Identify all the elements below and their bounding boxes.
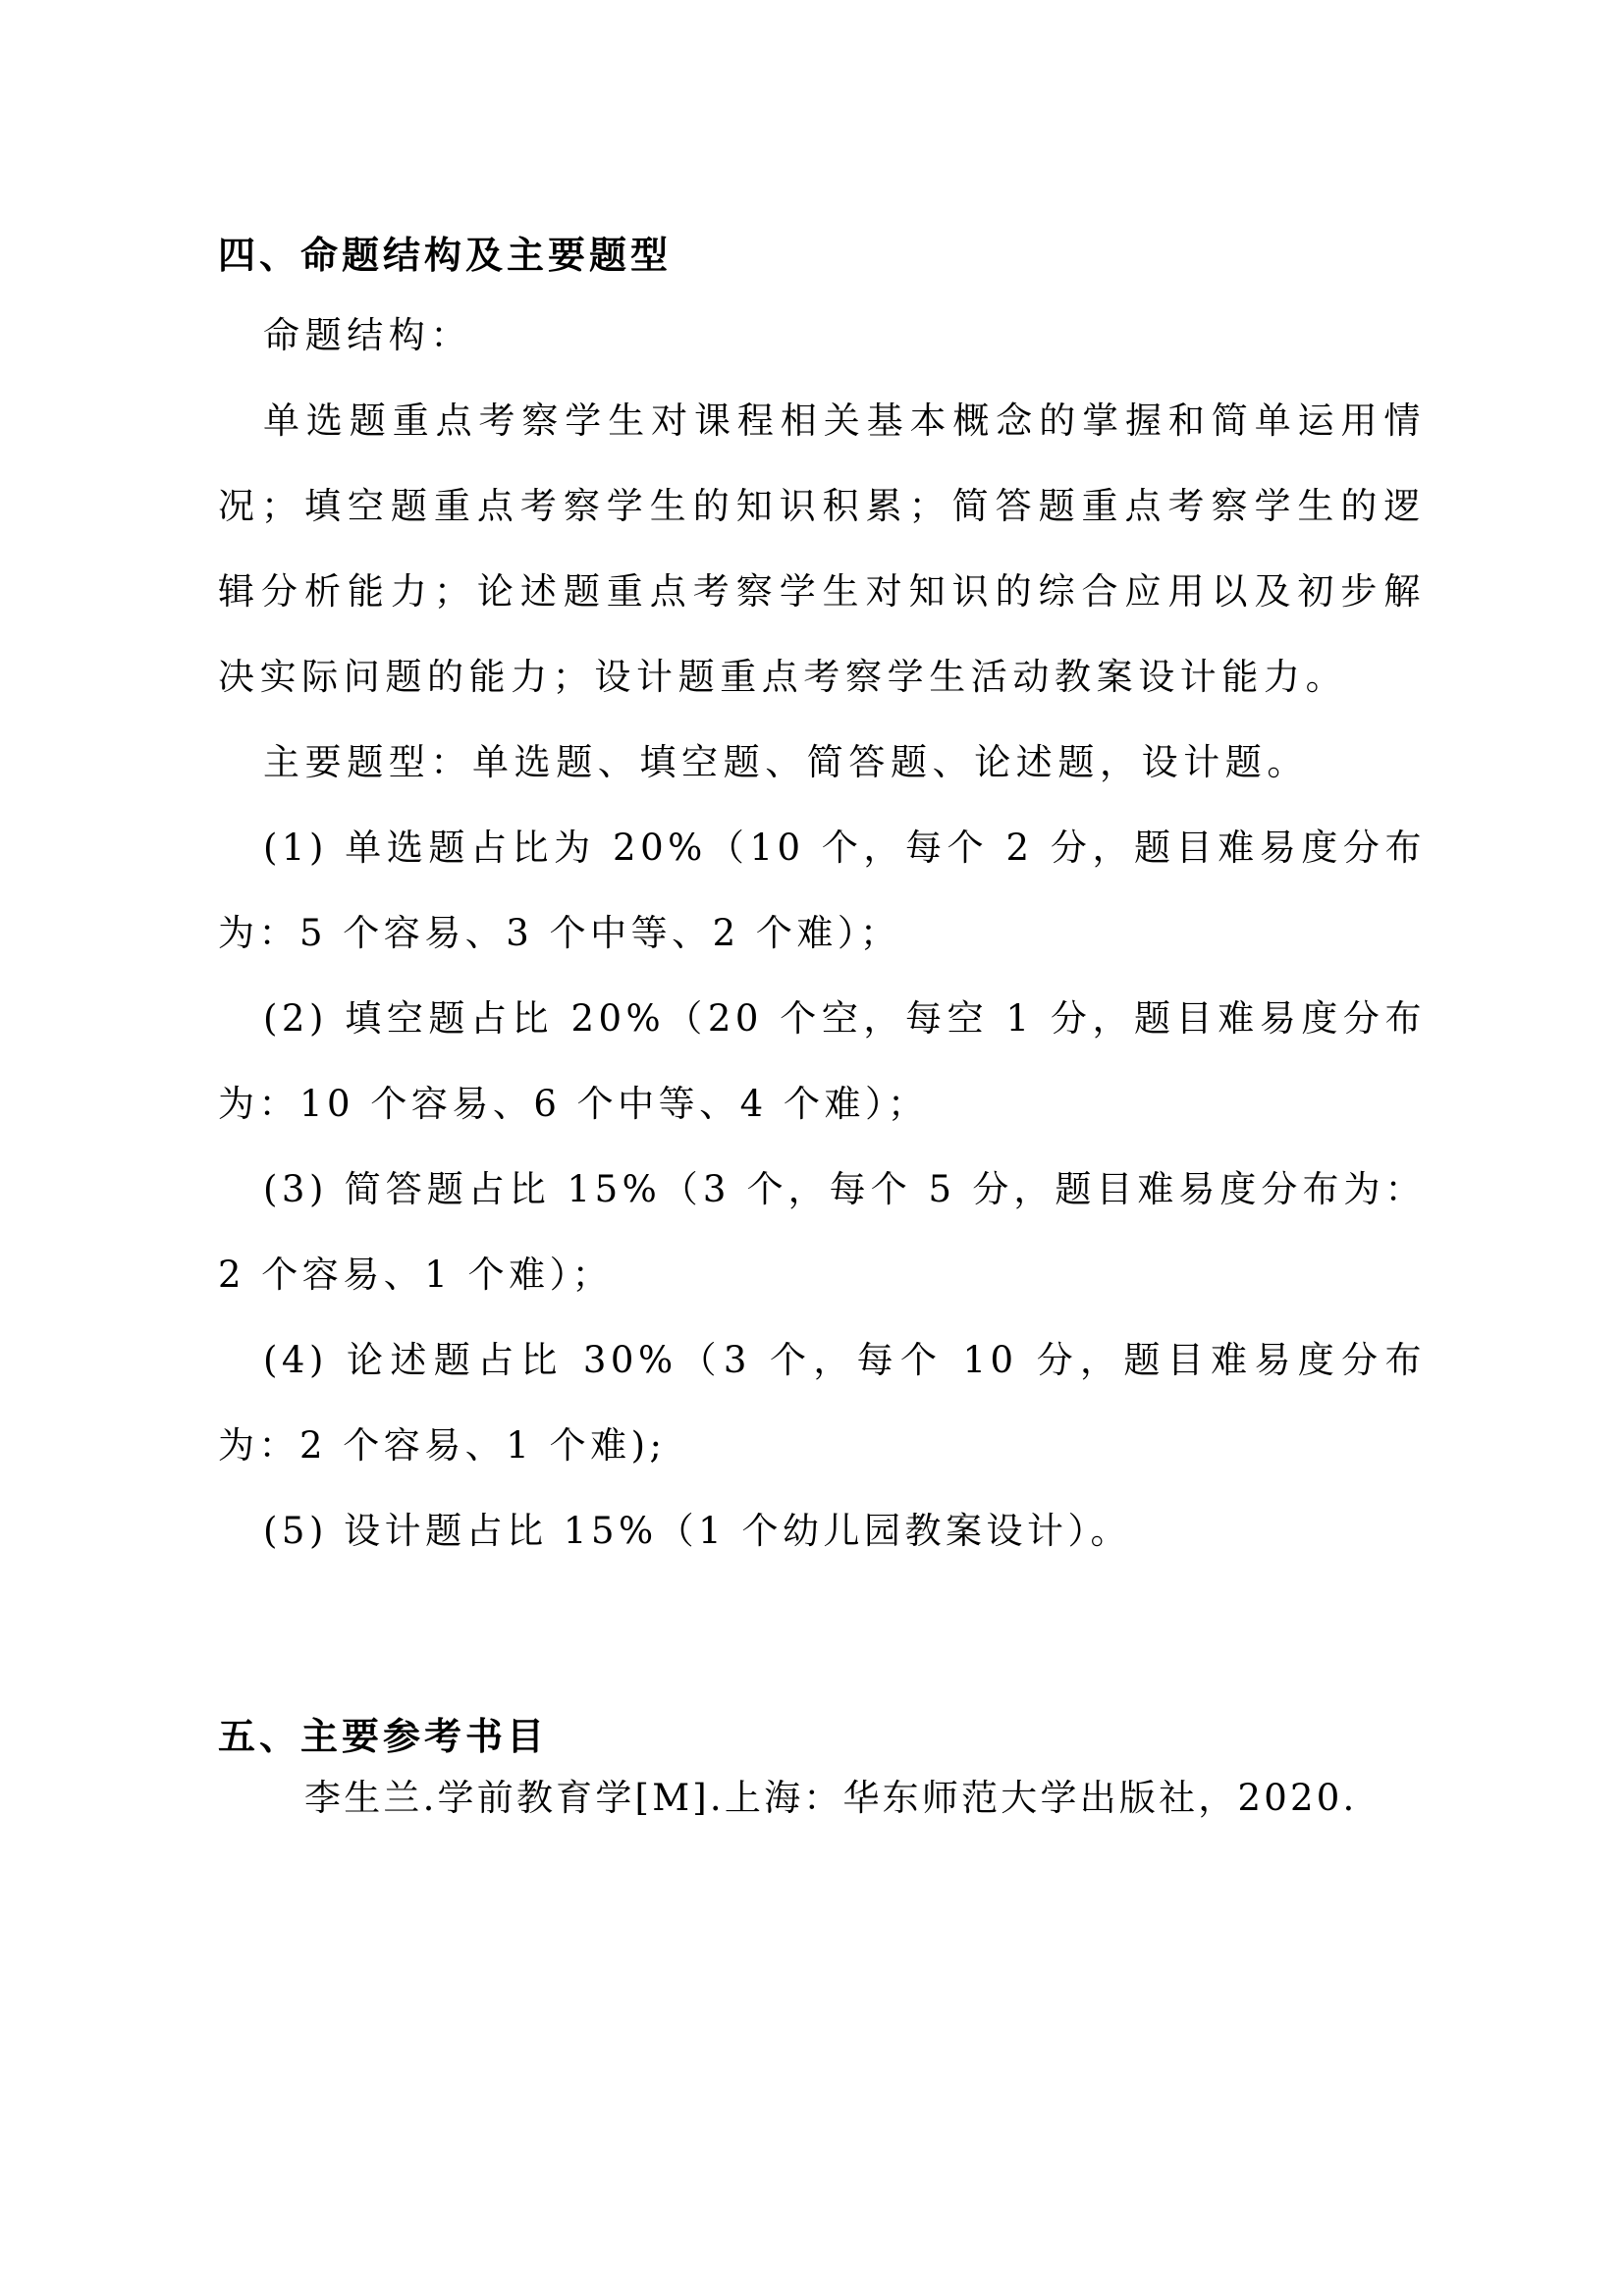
- section-heading-references: 五、主要参考书目: [218, 1715, 549, 1758]
- question-type-item-single-choice: (1) 单选题占比为 20%（10 个，每个 2 分，题目难易度分布为：5 个容易、3 个中等、2 个难）；: [218, 827, 1426, 954]
- question-type-item-design: (5) 设计题占比 15%（1 个幼儿园教案设计）。: [263, 1510, 1131, 1552]
- spacer: [218, 1574, 1426, 1709]
- question-type-item-essay: (4) 论述题占比 30%（3 个，每个 10 分，题目难易度分布为：2 个容易、1 个难);: [218, 1339, 1426, 1467]
- structure-label: 命题结构：: [263, 314, 472, 356]
- question-type-item-fill-blank: (2) 填空题占比 20%（20 个空，每空 1 分，题目难易度分布为：10 个容易、6 个中等、4 个难）；: [218, 997, 1426, 1125]
- reference-entry: 李生兰.学前教育学[M].上海：华东师范大学出版社，2020.: [304, 1777, 1358, 1819]
- page-content: [218, 228, 1426, 1833]
- question-type-item-short-answer: (3) 简答题占比 15%（3 个，每个 5 分，题目难易度分布为：2 个容易、1 个难）；: [218, 1168, 1426, 1296]
- spacer: [218, 283, 1426, 293]
- question-types: 主要题型：单选题、填空题、简答题、论述题，设计题。: [263, 741, 1309, 783]
- structure-description: 单选题重点考察学生对课程相关基本概念的掌握和简单运用情况；填空题重点考察学生的知识积累；简答题重点考察学生的逻辑分析能力；论述题重点考察学生对知识的综合应用以及初步解决实际问题的能力；设计题重点考察学生活动教案设计能力。: [218, 400, 1426, 698]
- section-heading-question-structure: 四、命题结构及主要题型: [218, 234, 673, 277]
